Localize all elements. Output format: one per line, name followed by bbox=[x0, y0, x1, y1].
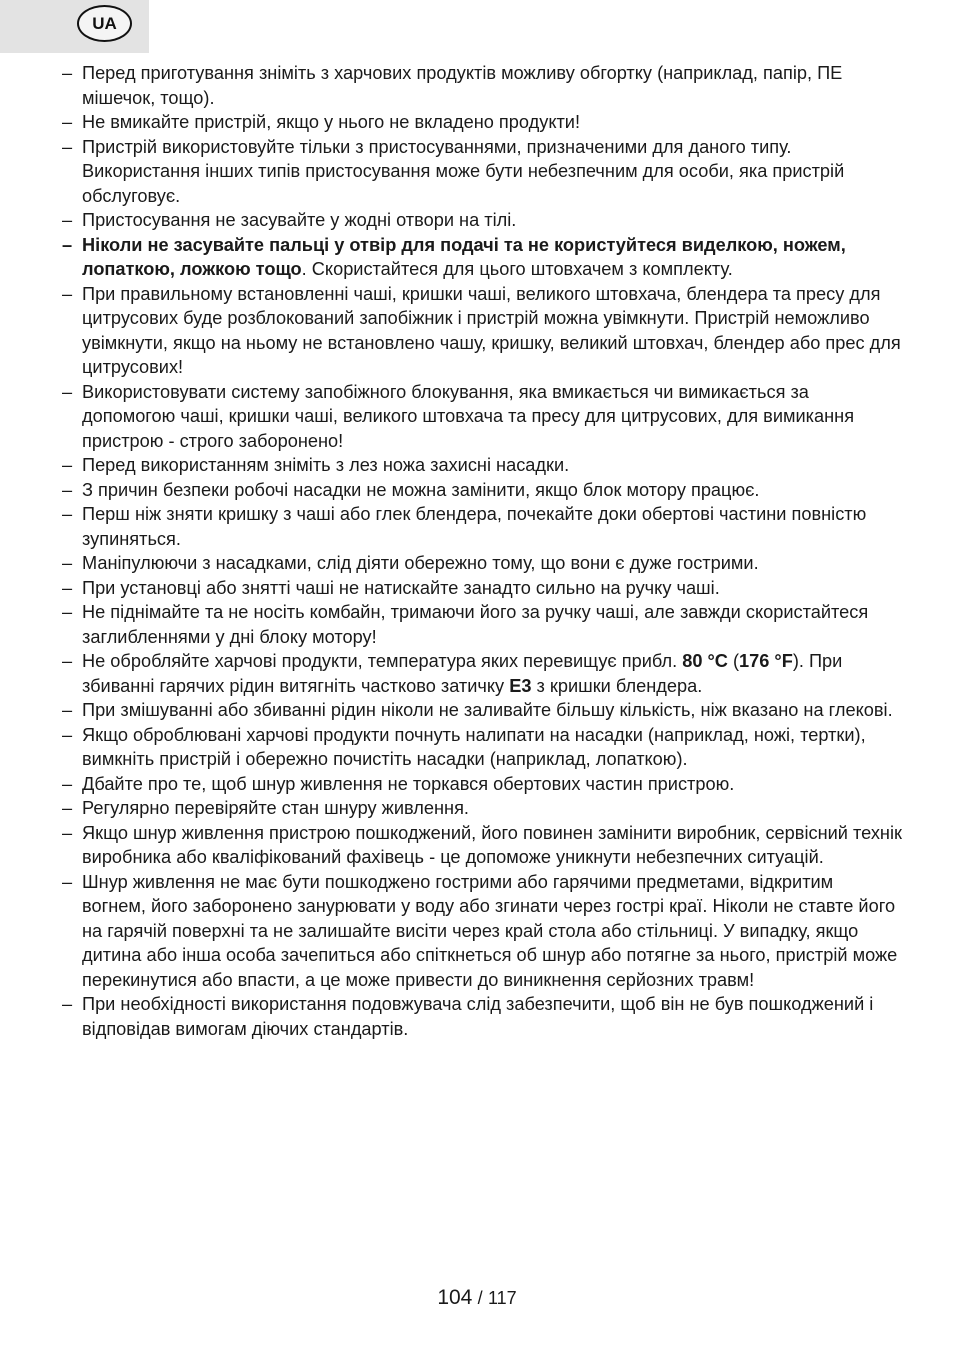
list-dash: – bbox=[62, 773, 73, 794]
list-dash: – bbox=[62, 504, 73, 524]
list-dash: – bbox=[62, 455, 73, 475]
language-tab bbox=[0, 0, 149, 53]
list-item: – Дбайте про те, щоб шнур живлення не торкався обертових частин пристрою. bbox=[62, 772, 902, 797]
list-item: – Перед використанням зніміть з лез ножа захисні насадки. bbox=[62, 453, 902, 478]
warning-text: Ніколи не засувайте пальці у отвір для подачі та не користуйтеся виделкою, ножем, лопаткою, ложкою тощо bbox=[82, 234, 846, 279]
list-dash: – bbox=[62, 553, 73, 573]
page-separator: / bbox=[477, 1288, 483, 1308]
list-dash: – bbox=[62, 479, 73, 500]
temperature-celsius: 80 °C bbox=[682, 651, 728, 671]
list-item: – Перш ніж зняти кришку з чаші або глек блендера, почекайте доки обертові частини повністю зупиняться. bbox=[62, 504, 867, 549]
list-item: – Маніпулюючи з насадками, слід діяти обережно тому, що вони є дуже гострими. bbox=[62, 551, 902, 576]
list-dash: – bbox=[62, 822, 73, 843]
list-item: – З причин безпеки робочі насадки не можна замінити, якщо блок мотору працює. bbox=[62, 478, 902, 503]
list-item: – Якщо шнур живлення пристрою пошкоджений, його повинен замінити виробник, сервісний технік виробника або кваліфікований фахівець - це допоможе уникнути небезпечних ситуацій. bbox=[62, 822, 902, 867]
list-item: – Пристрій використовуйте тільки з пристосуваннями, призначеними для даного типу. Використання інших типів пристосування може бути небезпечним для особи, яка пристрій обслуговує. bbox=[62, 136, 845, 206]
list-dash: – bbox=[62, 798, 73, 818]
list-item: – Не піднімайте та не носіть комбайн, тримаючи його за ручку чаші, але завжди скористайтеся заглибленнями у дні блоку мотору! bbox=[62, 602, 869, 647]
list-item: – Шнур живлення не має бути пошкоджено гострими або гарячими предметами, відкритим вогнем, його заборонено занурювати у воду або згинати через гострі краї. Ніколи не ставте його на гарячій поверхні та не залишайте висіти через край стола або стільниці. У випадку, якщо дитина або інша особа зачепиться або спіткнеться об шнур або потягне за нього, пристрій може перекинутися або впасти, а це може привести до виникнення серйозних травм! bbox=[62, 871, 898, 990]
list-dash: – bbox=[62, 136, 73, 157]
list-item: – При правильному встановленні чаші, кришки чаші, великого штовхача, блендера та пресу для цитрусових буде розблокований запобіжник і пристрій можна увімкнути. Пристрій неможливо увімкнути, якщо на ньому не встановлено чашу, кришку, великий штовхач, блендер або прес для цитрусових! bbox=[62, 283, 901, 377]
list-dash: – bbox=[62, 871, 73, 892]
list-dash: – bbox=[62, 210, 73, 230]
page-total: 117 bbox=[487, 1288, 517, 1308]
temperature-fahrenheit: 176 °F bbox=[739, 651, 793, 671]
list-item: – При установці або знятті чаші не натискайте занадто сильно на ручку чаші. bbox=[62, 576, 902, 601]
list-dash: – bbox=[62, 602, 73, 622]
list-dash: – bbox=[62, 283, 73, 304]
list-dash: – bbox=[62, 112, 73, 132]
list-dash: – bbox=[62, 651, 73, 671]
list-dash: – bbox=[62, 994, 73, 1014]
safety-instructions-list bbox=[62, 61, 902, 1041]
list-item: – Перед приготування зніміть з харчових продуктів можливу обгортку (наприклад, папір, ПЕ мішечок, тощо). bbox=[62, 63, 843, 108]
list-dash: – bbox=[62, 63, 73, 83]
list-dash: – bbox=[62, 724, 73, 745]
list-item: – Не вмикайте пристрій, якщо у нього не вкладено продукти! bbox=[62, 110, 902, 135]
list-item-warning: – Ніколи не засувайте пальці у отвір для подачі та не користуйтеся виделкою, ножем, лопаткою, ложкою тощо. Скористайтеся для цього штовхачем з комплекту. bbox=[62, 234, 846, 279]
language-badge: UA bbox=[77, 5, 132, 42]
list-item-temperature: – Не обробляйте харчові продукти, температура яких перевищує прибл. 80 °C (176 °F). При збиванні гарячих рідин витягніть частково затичку E3 з кришки блендера. bbox=[62, 651, 843, 696]
list-item: – Якщо оброблювані харчові продукти почнуть налипати на насадки (наприклад, ножі, тертки), вимкніть пристрій і обережно почистіть насадки (наприклад, лопаткою). bbox=[62, 724, 866, 769]
page-current: 104 bbox=[437, 1286, 473, 1309]
page-number bbox=[0, 1286, 954, 1310]
list-dash: – bbox=[62, 577, 73, 598]
list-item: – Регулярно перевіряйте стан шнуру живлення. bbox=[62, 796, 902, 821]
part-reference: E3 bbox=[509, 675, 532, 696]
list-dash: – bbox=[62, 234, 73, 255]
list-item: – При необхідності використання подовжувача слід забезпечити, щоб він не був пошкоджений і відповідав вимогам діючих стандартів. bbox=[62, 994, 874, 1039]
list-item: – Використовувати систему запобіжного блокування, яка вмикається чи вимикається за допомогою чаші, кришки чаші, великого штовхача та пресу для цитрусових, для вимикання пристрою - строго заборонено! bbox=[62, 381, 855, 451]
list-item: – Пристосування не засувайте у жодні отвори на тілі. bbox=[62, 208, 902, 233]
list-dash: – bbox=[62, 700, 73, 720]
list-dash: – bbox=[62, 381, 73, 402]
list-item: – При змішуванні або збиванні рідин ніколи не заливайте більшу кількість, ніж вказано на глекові. bbox=[62, 698, 902, 723]
